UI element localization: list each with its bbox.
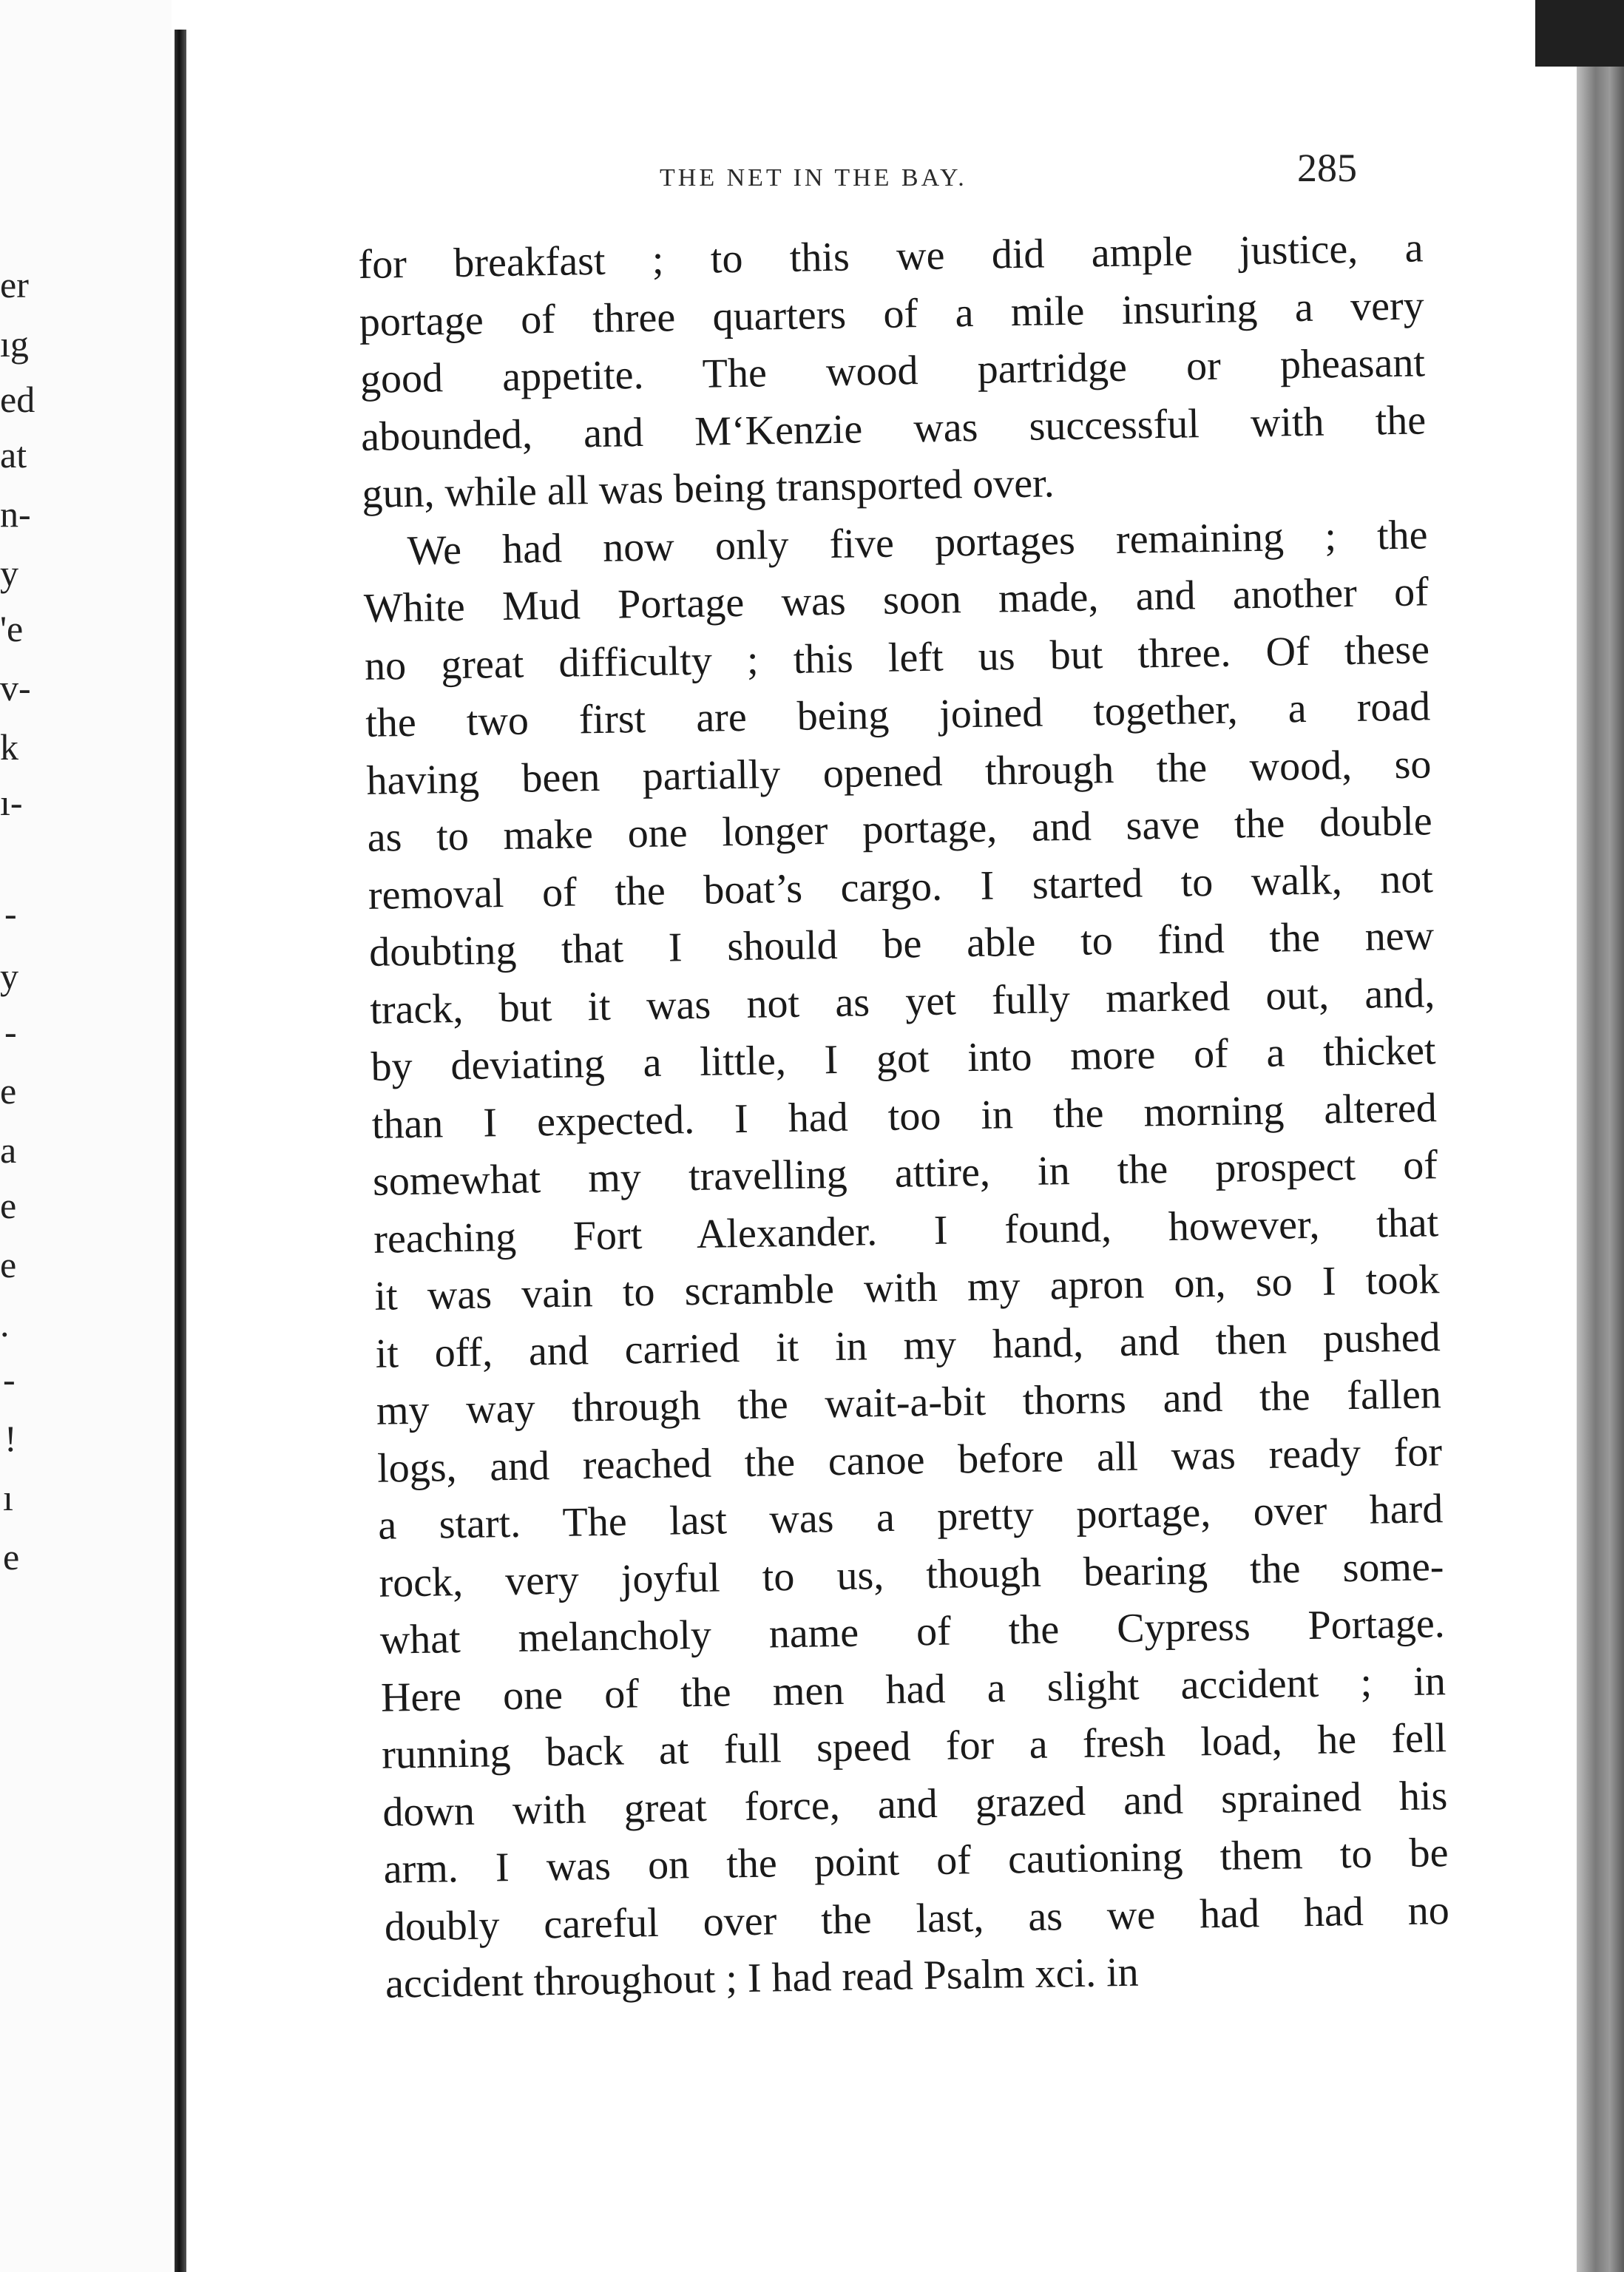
text-line: down with great force, and grazed and sprained his — [382, 1772, 1448, 1836]
text-line: accident throughout ; I had read Psalm xci. in — [385, 1949, 1140, 2007]
text-line: by deviating a little, I got into more of a thicket — [371, 1027, 1436, 1090]
text-line: what melancholy name of the Cypress Portage. — [379, 1600, 1446, 1663]
text-line: track, but it was not as yet fully marked out, and, — [369, 970, 1435, 1033]
text-line: somewhat my travelling attire, in the prospect of — [372, 1142, 1438, 1205]
text-line: the two first are being joined together, a road — [365, 683, 1431, 746]
facing-page-text-fragment: 'e — [0, 608, 24, 649]
facing-page-text-fragment: v- — [0, 667, 31, 709]
text-line: for breakfast ; to this we did ample justice, a — [358, 225, 1424, 288]
facing-page-text-fragment: ı- — [0, 782, 23, 823]
text-line: arm. I was on the point of cautioning them to be — [383, 1830, 1449, 1893]
scan-corner-shadow — [1535, 0, 1624, 67]
text-line: gun, while all was being transported over. — [361, 460, 1055, 517]
facing-page-text-fragment: e — [3, 1536, 20, 1578]
text-line: White Mud Portage was soon made, and another of — [363, 569, 1430, 632]
facing-page-text-fragment: k — [0, 726, 18, 768]
text-line: it off, and carried it in my hand, and then pushed — [375, 1314, 1441, 1377]
text-line: no great difficulty ; this left us but three. Of these — [364, 626, 1430, 689]
facing-page-text-fragment: a — [0, 1129, 17, 1171]
text-line: We had now only five portages remaining ; the — [407, 511, 1428, 574]
page-number: 285 — [1297, 146, 1357, 190]
facing-page-text-fragment: e — [0, 1185, 17, 1226]
facing-page-text-fragment: ed — [0, 379, 35, 420]
text-line: abounded, and M‘Kenzie was successful with the — [360, 396, 1427, 460]
text-line: logs, and reached the canoe before all was ready for — [376, 1428, 1443, 1492]
page-edge-right — [1577, 0, 1624, 2272]
text-line: rock, very joyful to us, though bearing the some- — [379, 1543, 1444, 1606]
facing-page-text-fragment: ! — [4, 1418, 17, 1459]
facing-page-text-fragment: er — [0, 264, 29, 305]
text-line: Here one of the men had a slight accident ; in — [380, 1657, 1447, 1721]
facing-page-text-fragment: e — [0, 1244, 17, 1285]
facing-page-text-fragment: - — [3, 1359, 16, 1400]
facing-page-text-fragment: - — [4, 1011, 17, 1052]
facing-page-text-fragment: . — [0, 1303, 10, 1345]
text-line: doubting that I should be able to find the new — [368, 913, 1435, 976]
facing-page-text-fragment: y — [0, 956, 18, 997]
facing-page-text-fragment: ı — [3, 1477, 13, 1518]
text-line: it was vain to scramble with my apron on, so I took — [374, 1257, 1440, 1319]
text-line: running back at full speed for a fresh load, he fell — [381, 1715, 1447, 1778]
book-page — [186, 0, 1577, 2272]
text-line: reaching Fort Alexander. I found, however, that — [373, 1199, 1439, 1262]
facing-page-text-fragment: n- — [0, 493, 31, 535]
text-line: portage of three quarters of a mile insuring a very — [359, 282, 1425, 345]
text-line: my way through the wait-a-bit thorns and the fallen — [376, 1371, 1442, 1434]
facing-page-text-fragment: ıg — [0, 323, 29, 365]
body-text — [358, 220, 1451, 2013]
running-head: THE NET IN THE BAY. — [660, 164, 967, 192]
text-line: removal of the boat’s cargo. I started to walk, not — [368, 855, 1434, 919]
text-line: doubly careful over the last, as we had had no — [384, 1887, 1450, 1950]
text-line: good appetite. The wood partridge or pheasant — [359, 339, 1426, 402]
text-line: a start. The last was a pretty portage, over hard — [377, 1486, 1444, 1549]
book-gutter — [175, 30, 186, 2272]
text-line: having been partially opened through the wood, so — [366, 740, 1432, 804]
text-line: than I expected. I had too in the morning altered — [371, 1084, 1438, 1148]
facing-page-text-fragment: y — [0, 552, 18, 594]
facing-page-text-fragment: e — [0, 1070, 17, 1112]
facing-page-text-fragment: - — [4, 893, 17, 934]
facing-page-text-fragment: at — [0, 434, 27, 476]
facing-page-edge — [0, 0, 172, 2272]
text-line: as to make one longer portage, and save the double — [367, 798, 1433, 861]
